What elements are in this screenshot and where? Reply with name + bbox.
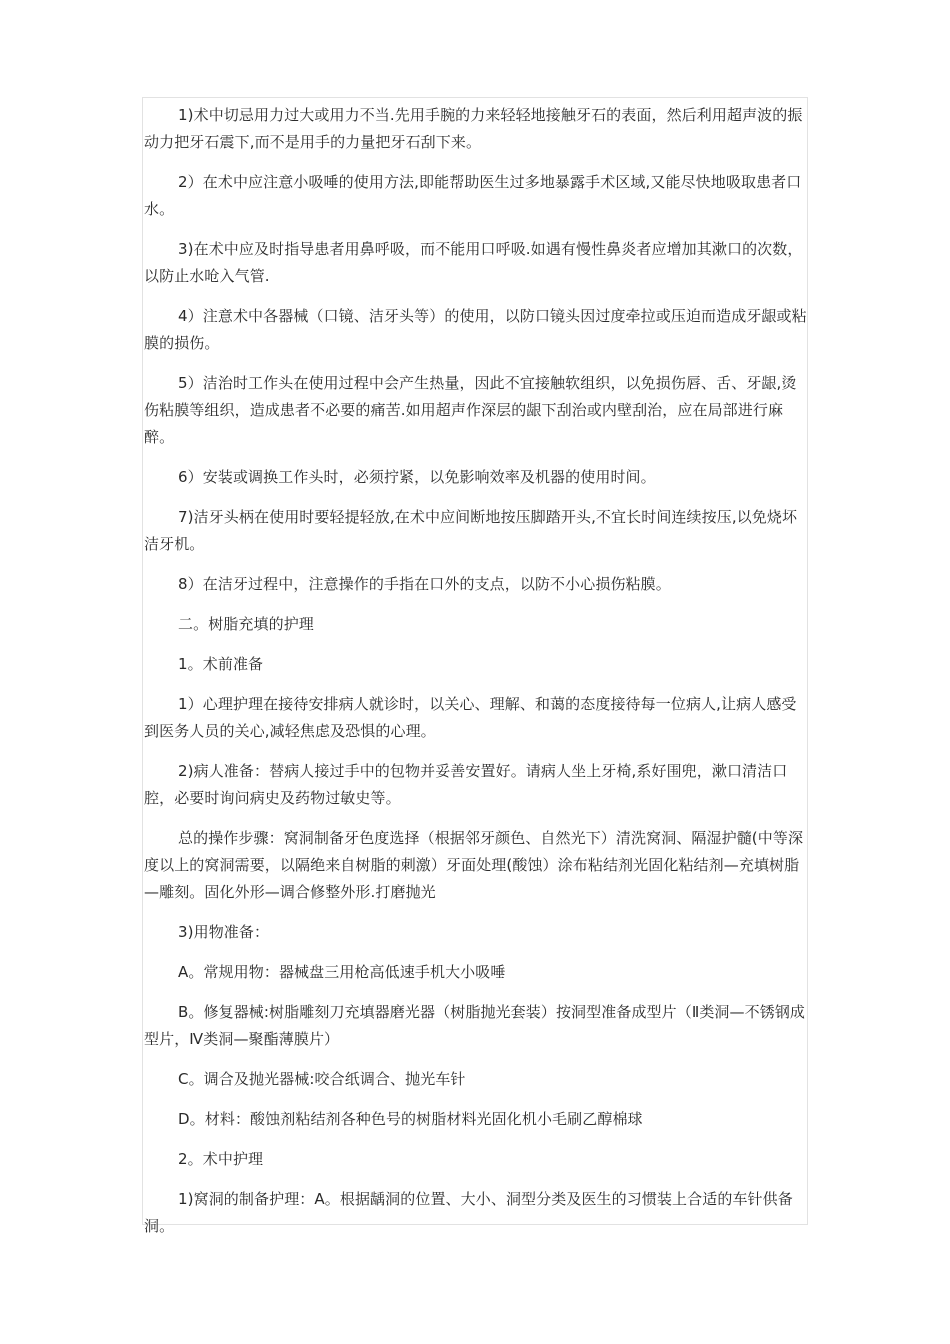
- subsection-heading-preop: 1。术前准备: [178, 655, 264, 673]
- paragraph-instrument-use: 4）注意术中各器械（口镜、洁牙头等）的使用，以防口镜头因过度牵拉或压迫而造成牙龈或粘膜的损伤。: [144, 307, 807, 352]
- paragraph-suction-use: 2）在术中应注意小吸唾的使用方法,即能帮助医生过多地暴露手术区域,又能尽快地吸取患者口水。: [144, 173, 802, 218]
- paragraph-supplies-routine: A。常规用物：器械盘三用枪高低速手机大小吸唾: [178, 963, 506, 981]
- paragraph-cavity-preparation: 1)窝洞的制备护理：A。根据龋洞的位置、大小、洞型分类及医生的习惯装上合适的车针供备洞。: [144, 1190, 793, 1235]
- paragraph-heat-caution: 5）洁治时工作头在使用过程中会产生热量，因此不宜接触软组织，以免损伤唇、舌、牙龈,烫伤粘膜等组织，造成患者不必要的痛苦.如用超声作深层的龈下刮治或内壁刮治，应在局部进行麻醉。: [144, 374, 797, 446]
- paragraph-supplies-materials: D。材料：酸蚀剂粘结剂各种色号的树脂材料光固化机小毛刷乙醇棉球: [178, 1110, 643, 1128]
- paragraph-supplies-polishing: C。调合及抛光器械:咬合纸调合、抛光车针: [178, 1070, 466, 1088]
- paragraph-psychological-care: 1）心理护理在接待安排病人就诊时，以关心、理解、和蔼的态度接待每一位病人,让病人感受到医务人员的关心,减轻焦虑及恐惧的心理。: [144, 695, 797, 740]
- paragraph-handpiece-care: 7)洁牙头柄在使用时要轻提轻放,在术中应间断地按压脚踏开头,不宜长时间连续按压,以免烧坏洁牙机。: [144, 508, 798, 553]
- paragraph-supplies-restorative: B。修复器械:树脂雕刻刀充填器磨光器（树脂抛光套装）按洞型准备成型片（Ⅱ类洞—不锈钢成型片，Ⅳ类洞—聚酯薄膜片）: [144, 1003, 806, 1048]
- subsection-heading-intraop: 2。术中护理: [178, 1150, 264, 1168]
- paragraph-supplies-heading: 3)用物准备：: [178, 923, 270, 941]
- paragraph-procedure-steps: 总的操作步骤：窝洞制备牙色度选择（根据邻牙颜色、自然光下）清洗窝洞、隔湿护髓(中等深度以上的窝洞需要，以隔绝来自树脂的刺激）牙面处理(酸蚀）涂布粘结剂光固化粘结剂—充填树脂—雕刻。固化外形—调合修整外形.打磨抛光: [144, 829, 804, 901]
- paragraph-patient-preparation: 2)病人准备：替病人接过手中的包物并妥善安置好。请病人坐上牙椅,系好围兜，漱口清洁口腔，必要时询问病史及药物过敏史等。: [144, 762, 788, 807]
- paragraph-scaling-force: 1)术中切忌用力过大或用力不当.先用手腕的力来轻轻地接触牙石的表面，然后利用超声波的振动力把牙石震下,而不是用手的力量把牙石刮下来。: [144, 106, 803, 151]
- section-heading-resin-filling: 二。树脂充填的护理: [178, 615, 314, 633]
- document-body: [144, 102, 808, 1253]
- paragraph-tip-installation: 6）安装或调换工作头时，必须拧紧，以免影响效率及机器的使用时间。: [178, 468, 656, 486]
- paragraph-finger-rest: 8）在洁牙过程中，注意操作的手指在口外的支点，以防不小心损伤粘膜。: [178, 575, 671, 593]
- paragraph-nasal-breathing: 3)在术中应及时指导患者用鼻呼吸，而不能用口呼吸.如遇有慢性鼻炎者应增加其漱口的次数，以防止水呛入气管.: [144, 240, 803, 285]
